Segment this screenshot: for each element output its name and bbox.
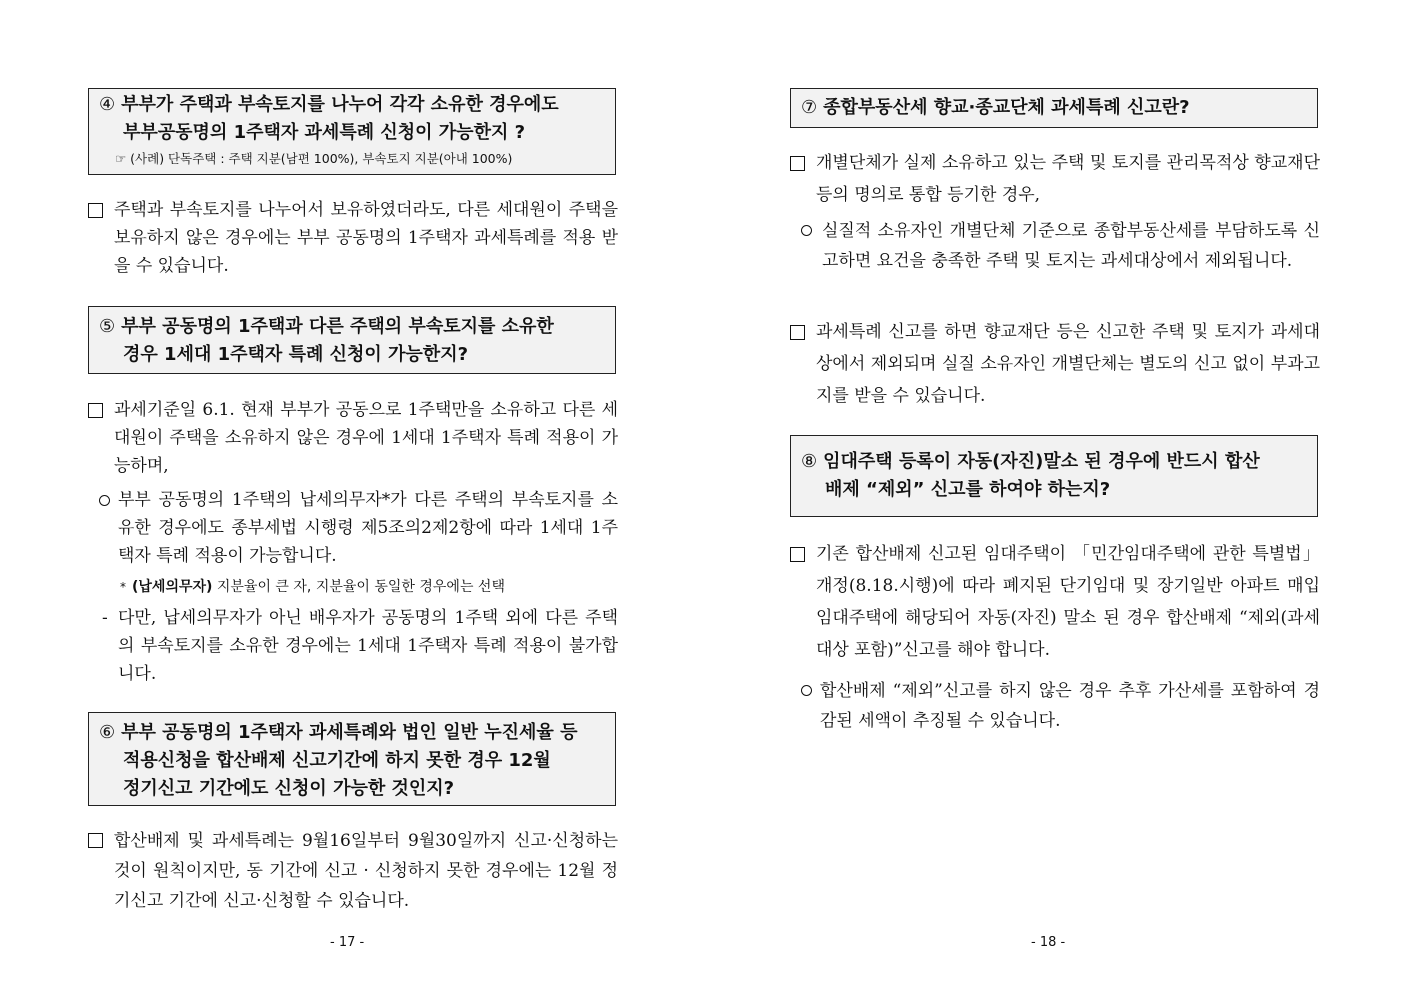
answer-8: 기존 합산배제 신고된 임대주택이 「민간임대주택에 관한 특별법」 개정(8.18.시행)에 따라 폐지된 단기임대 및 장기일반 아파트 매입임대주택에 해당되어 자동(자진) 말소 된 경우 합산배제 “제외(과세대상 포함)”신고를 해야 합니다. [790,538,1320,666]
question-4-example: ☞ (사례) 단독주택 : 주택 지분(남편 100%), 부속토지 지분(아내 100%) [115,151,513,166]
question-box-8 [790,435,1318,517]
answer-5-sub: 부부 공동명의 1주택의 납세의무자*가 다른 주택의 부속토지를 소유한 경우에도 종부세법 시행령 제5조의2제2항에 따라 1세대 1주택자 특례 적용이 가능합니다. [96,486,618,570]
question-box-4 [88,88,616,175]
question-box-6 [88,712,616,806]
question-6-line-3: 정기신고 기간에도 신청이 가능한 것인지? [123,778,455,799]
asterisk-mark: * [120,580,126,594]
page-17 [0,0,701,992]
page-number: - 18 - [1031,935,1066,950]
answer-5-dash: - 다만, 납세의무자가 아닌 배우자가 공동명의 1주택 외에 다른 주택의 부속토지를 소유한 경우에는 1세대 1주택자 특례 적용이 불가합니다. [100,604,618,688]
square-bullet [790,325,805,340]
question-5-line-2: 경우 1세대 1주택자 특례 신청이 가능한지? [123,344,469,365]
page-18 [701,0,1402,992]
answer-4: 주택과 부속토지를 나누어서 보유하였더라도, 다른 세대원이 주택을 보유하지 않은 경우에는 부부 공동명의 1주택자 과세특례를 적용 받을 수 있습니다. [88,196,618,280]
page-number: - 17 - [330,935,365,950]
square-bullet [790,547,805,562]
question-box-5 [88,306,616,374]
square-bullet [790,156,805,171]
question-6-line-2: 적용신청을 합산배제 신고기간에 하지 못한 경우 12월 [123,750,551,771]
question-4-line-1: ④ 부부가 주택과 부속토지를 나누어 각각 소유한 경우에도 [99,94,559,115]
question-8-line-2: 배제 “제외” 신고를 하여야 하는지? [825,479,1111,500]
note-label: (납세의무자) [132,579,213,595]
note-text: 지분율이 큰 자, 지분율이 동일한 경우에는 선택 [216,579,505,595]
answer-6: 합산배제 및 과세특례는 9월16일부터 9월30일까지 신고·신청하는 것이 원칙이지만, 동 기간에 신고 · 신청하지 못한 경우에는 12월 정기신고 기간에 신고·신청할 수 있습니다. [88,826,618,916]
circle-bullet [801,225,812,236]
square-bullet [88,403,103,418]
square-bullet [88,203,103,218]
square-bullet [88,833,103,848]
answer-5-note [112,576,618,598]
question-box-7 [790,88,1318,128]
circle-bullet [801,685,812,696]
question-4-line-2: 부부공동명의 1주택자 과세특례 신청이 가능한지 ? [123,122,526,143]
answer-7: 개별단체가 실제 소유하고 있는 주택 및 토지를 관리목적상 향교재단 등의 명의로 통합 등기한 경우, [790,147,1320,211]
answer-7-2: 과세특례 신고를 하면 향교재단 등은 신고한 주택 및 토지가 과세대상에서 제외되며 실질 소유자인 개별단체는 별도의 신고 없이 부과고지를 받을 수 있습니다. [790,316,1320,412]
question-6-line-1: ⑥ 부부 공동명의 1주택자 과세특례와 법인 일반 누진세율 등 [99,722,578,743]
question-7-line-1: ⑦ 종합부동산세 향교·종교단체 과세특례 신고란? [801,97,1190,118]
circle-bullet [99,495,110,506]
question-5-line-1: ⑤ 부부 공동명의 1주택과 다른 주택의 부속토지를 소유한 [99,316,554,337]
question-8-line-1: ⑧ 임대주택 등록이 자동(자진)말소 된 경우에 반드시 합산 [801,451,1260,472]
answer-7-sub: 실질적 소유자인 개별단체 기준으로 종합부동산세를 부담하도록 신고하면 요건을 충족한 주택 및 토지는 과세대상에서 제외됩니다. [798,216,1320,276]
dash-bullet: - [102,608,108,628]
answer-5: 과세기준일 6.1. 현재 부부가 공동으로 1주택만을 소유하고 다른 세대원이 주택을 소유하지 않은 경우에 1세대 1주택자 특례 적용이 가능하며, [88,396,618,480]
answer-8-sub: 합산배제 “제외”신고를 하지 않은 경우 추후 가산세를 포함하여 경감된 세액이 추징될 수 있습니다. [798,676,1320,736]
